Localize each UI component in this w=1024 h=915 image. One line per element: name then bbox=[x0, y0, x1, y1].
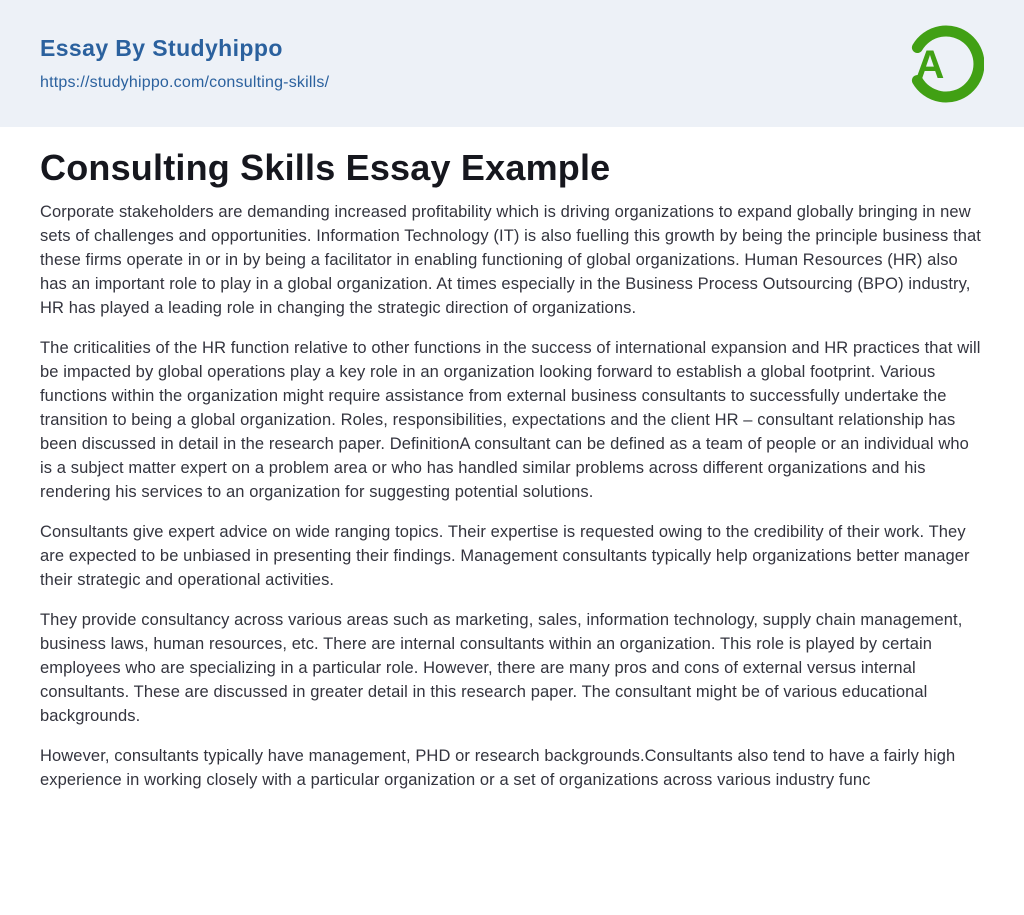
essay-paragraph: The criticalities of the HR function relative to other functions in the success of international expansion and HR practices that will be impacted by global operations play a key role in an organization looking forward to establish a global footprint. Various functions within the organization might require assistance from external business consultants to successfully undertake the transition to being a global organization. Roles, responsibilities, expectations and the client HR – consultant relationship has been discussed in detail in the research paper. DefinitionA consultant can be defined as a team of people or an individual who is a subject matter expert on a problem area or who has handled similar problems across different organizations and his rendering his services to an organization for suggesting potential solutions. bbox=[40, 339, 981, 501]
essay-paragraph: Consultants give expert advice on wide ranging topics. Their expertise is requested owing to the credibility of their work. They are expected to be unbiased in presenting their findings. Management consultants typically help organizations better manager their strategic and operational activities. bbox=[40, 523, 970, 589]
studyhippo-logo-icon bbox=[904, 20, 984, 108]
essay-paragraph: Corporate stakeholders are demanding increased profitability which is driving organizations to expand globally bringing in new sets of challenges and opportunities. Information Technology (IT) is also fuelling this growth by being the principle business that these firms operate in or in by being a facilitator in enabling functioning of global organizations. Human Resources (HR) also has an important role to play in a global organization. At times especially in the Business Process Outsourcing (BPO) industry, HR has played a leading role in changing the strategic direction of organizations. bbox=[40, 203, 981, 317]
site-title: Essay By Studyhippo bbox=[40, 34, 283, 61]
essay-content bbox=[0, 147, 1024, 792]
header-text-block bbox=[40, 35, 329, 92]
essay-url-link[interactable]: https://studyhippo.com/consulting-skills/ bbox=[40, 74, 330, 92]
essay-title: Consulting Skills Essay Example bbox=[40, 147, 611, 188]
studyhippo-logo bbox=[904, 20, 984, 108]
essay-paragraph: However, consultants typically have management, PHD or research backgrounds.Consultants also tend to have a fairly high experience in working closely with a particular organization or a set of organizations across various industry func bbox=[40, 747, 956, 789]
header-banner bbox=[0, 0, 1024, 127]
essay-paragraph: They provide consultancy across various areas such as marketing, sales, information technology, supply chain management, business laws, human resources, etc. There are internal consultants within an organization. This role is played by certain employees who are specializing in a particular role. However, there are many pros and cons of external versus internal consultants. These are discussed in greater detail in this research paper. The consultant might be of various educational backgrounds. bbox=[40, 611, 963, 725]
logo-letter: A bbox=[915, 42, 945, 87]
